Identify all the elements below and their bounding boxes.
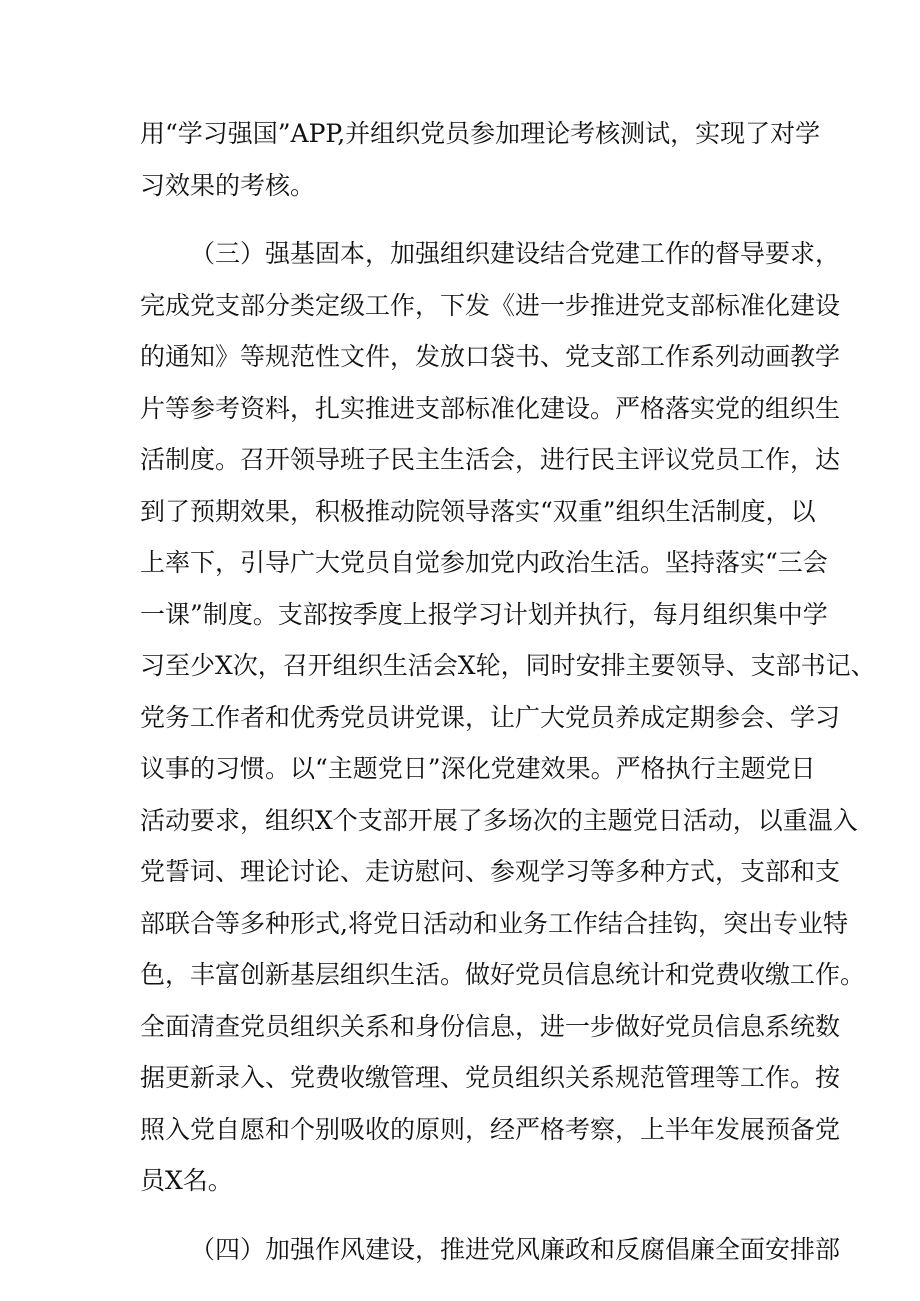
text-line: 全面清查党员组织关系和身份信息，进一步做好党员信息系统数 bbox=[140, 1011, 841, 1041]
paragraph-section-three bbox=[140, 228, 876, 1207]
text-line: 活动要求，组织X个支部开展了多场次的主题党日活动，以重温入 bbox=[140, 805, 858, 835]
text-line: 上率下，引导广大党员自觉参加党内政治生活。坚持落实“三会 bbox=[140, 548, 828, 577]
text-line: 议事的习惯。以“主题党日”深化党建效果。严格执行主题党日 bbox=[140, 754, 816, 783]
text-line: 的通知》等规范性文件，发放口袋书、党支部工作系列动画教学 bbox=[140, 342, 841, 371]
paragraph-section-four bbox=[140, 1224, 841, 1276]
document-body bbox=[140, 108, 876, 1275]
section-heading-line: （四）加强作风建设，推进党风廉政和反腐倡廉全面安排部 bbox=[190, 1234, 841, 1264]
text-line: 片等参考资料，扎实推进支部标准化建设。严格落实党的组织生 bbox=[140, 393, 841, 423]
text-line: 习至少X次，召开组织生活会X轮，同时安排主要领导、支部书记、 bbox=[140, 651, 876, 680]
text-line: 一课”制度。支部按季度上报学习计划并执行，每月组织集中学 bbox=[140, 599, 828, 629]
text-line: 完成党支部分类定级工作，下发《进一步推进党支部标准化建设 bbox=[140, 290, 841, 320]
text-line: 据更新录入、党费收缴管理、党员组织关系规范管理等工作。按 bbox=[140, 1063, 841, 1092]
text-line: 照入党自愿和个别吸收的原则，经严格考察，上半年发展预备党 bbox=[140, 1114, 841, 1144]
section-heading-line: （三）强基固本，加强组织建设结合党建工作的督导要求， bbox=[190, 239, 841, 268]
text-line: 活制度。召开领导班子民主生活会，进行民主评议党员工作，达 bbox=[140, 445, 841, 474]
text-line: 习效果的考核。 bbox=[140, 170, 316, 200]
text-line: 党誓词、理论讨论、走访慰问、参观学习等多种方式，支部和支 bbox=[140, 857, 841, 886]
text-line: 用“学习强国”APP,并组织党员参加理论考核测试，实现了对学 bbox=[140, 119, 821, 148]
text-line: 色，丰富创新基层组织生活。做好党员信息统计和党费收缴工作。 bbox=[140, 960, 866, 989]
text-line: 员X名。 bbox=[140, 1166, 233, 1195]
text-line: 部联合等多种形式,将党日活动和业务工作结合挂钩，突出专业特 bbox=[140, 908, 848, 938]
paragraph-study-assessment bbox=[140, 108, 821, 211]
text-line: 到了预期效果，积极推动院领导落实“双重”组织生活制度，以 bbox=[140, 496, 816, 526]
text-line: 党务工作者和优秀党员讲党课，让广大党员养成定期参会、学习 bbox=[140, 702, 841, 732]
